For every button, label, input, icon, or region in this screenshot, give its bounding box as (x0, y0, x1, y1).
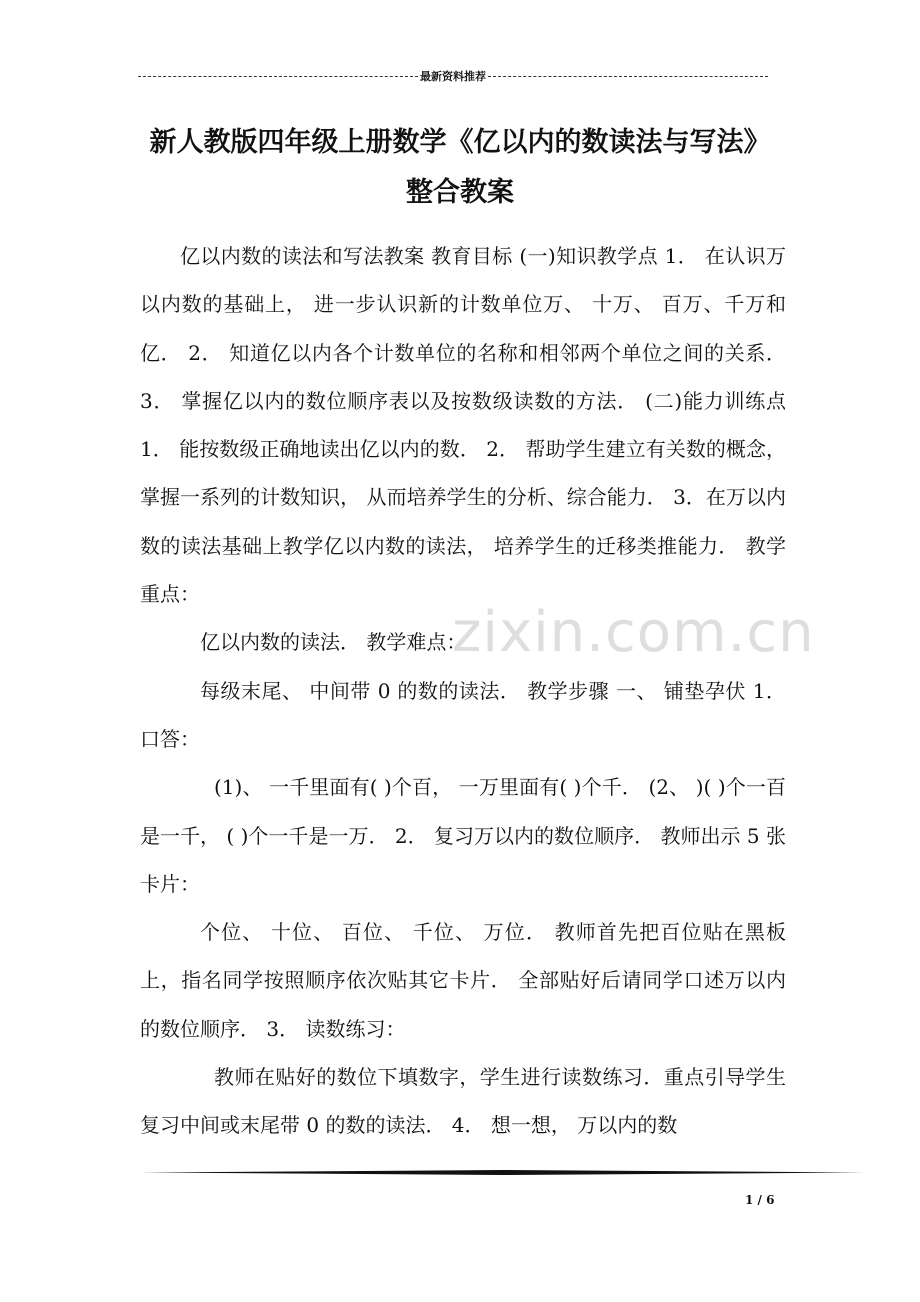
paragraph-4: (1)、 一千里面有( )个百， 一万里面有( )个千． (2、 )( )个一百是一千， ( )个一千是一万． 2． 复习万以内的数位顺序． 教师出示 5 张卡片： (140, 775, 786, 896)
watermark: zixin.com.cn (452, 600, 815, 665)
header-dash-left (138, 76, 418, 77)
header-dash-right (488, 76, 768, 77)
paragraph-3: 每级末尾、 中间带 0 的数的读法． 教学步骤 一、 铺垫孕伏 1． 口答： (140, 678, 786, 751)
paragraph-6: 教师在贴好的数位下填数字，学生进行读数练习．重点引导学生复习中间或末尾带 0 的数的读法． 4． 想一想， 万以内的数 (140, 1065, 786, 1138)
paragraph-1: 亿以内数的读法和写法教案 教育目标 (一)知识教学点 1． 在认识万以内数的基础上， 进一步认识新的计数单位万、 十万、 百万、千万和亿． 2． 知道亿以内各个计数单位的名称和相邻两个单位之间的关系． 3． 掌握亿以内的数位顺序表以及按数级读数的方法． (二)能力训练点 1． 能按数级正确地读出亿以内的数． 2． 帮助学生建立有关数的概念， 掌握一系列的计数知识， 从而培养学生的分析、综合能力． 3．在万以内数的读法基础上教学亿以内数的读法， 培养学生的迁移类推能力． 教学重点： (140, 244, 786, 607)
page-number: 1 / 6 (745, 1193, 775, 1207)
footer-rule (140, 1170, 864, 1175)
title-line-2: 整合教案 (406, 177, 514, 208)
page-header (138, 66, 768, 86)
paragraph-2: 亿以内数的读法． 教学难点： (200, 630, 467, 655)
title-line-1: 新人教版四年级上册数学《亿以内的数读法与写法》 (149, 127, 771, 158)
document-body (140, 232, 786, 1150)
paragraph-5: 个位、 十位、 百位、 千位、 万位． 教师首先把百位贴在黑板上，指名同学按照顺序依次贴其它卡片． 全部贴好后请同学口述万以内的数位顺序． 3． 读数练习： (140, 920, 786, 1041)
header-label: 最新资料推荐 (420, 70, 486, 83)
document-title (140, 118, 780, 218)
